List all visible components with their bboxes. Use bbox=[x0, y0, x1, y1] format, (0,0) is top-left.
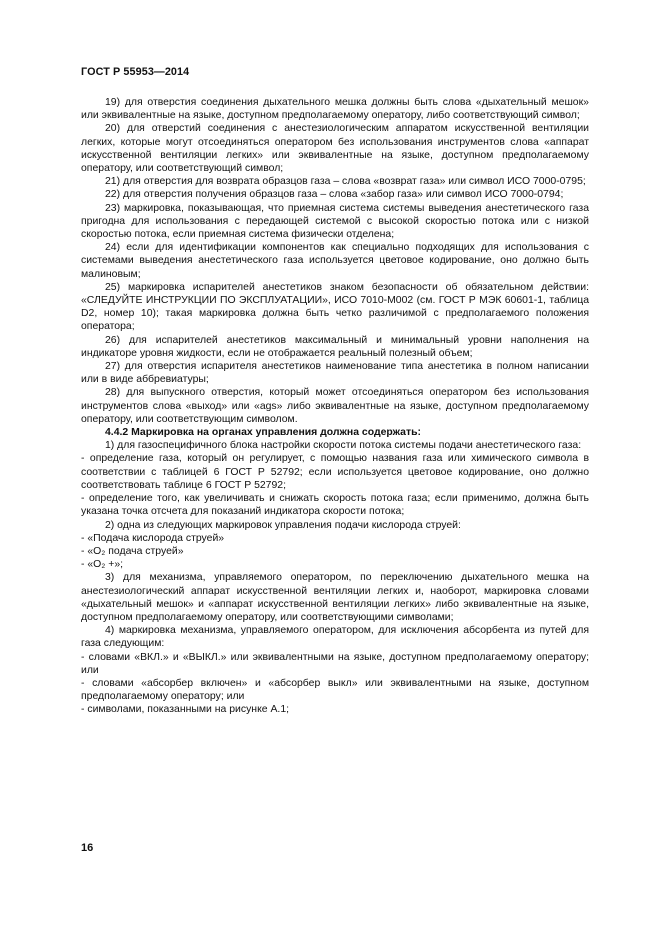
paragraph-item-23: 23) маркировка, показывающая, что приемная система системы выведения анестетического газа пригодна для использования с передающей системой с высокой скоростью потока или с низкой скоростью потока, если приемная система физически отделена; bbox=[81, 202, 589, 241]
page-number: 16 bbox=[81, 842, 94, 854]
paragraph-item-28: 28) для выпускного отверстия, который может отсоединяться оператором без использования инструментов слова «выход» или «ags» либо эквивалентные на языке, доступном предполагаемому оператору, или соответствующим символом. bbox=[81, 387, 589, 425]
bullet-gas-definition: - определение газа, который он регулирует, с помощью названия газа или химического символа в соответствии с таблицей 6 ГОСТ Р 52792; если используется цветовое кодирование, оно должно соответствовать таблице 6 ГОСТ Р 52792; bbox=[81, 453, 589, 491]
paragraph-item-22: 22) для отверстия получения образцов газа – слова «забор газа» или символ ИСО 7000-0794; bbox=[105, 189, 564, 201]
paragraph-item-26: 26) для испарителей анестетиков максимальный и минимальный уровни наполнения на индикаторе уровня жидкости, если не отображается реальный полезный объем; bbox=[81, 334, 589, 359]
bullet-oxygen-flush-2: - «O₂ подача струей» bbox=[81, 545, 184, 557]
bullet-flow-rate: - определение того, как увеличивать и снижать скорость потока газа; если применимо, должна быть указана точка отсчета для показаний индикатора скорости потока; bbox=[81, 493, 589, 518]
bullet-symbols: - символами, показанными на рисунке А.1; bbox=[81, 704, 290, 716]
paragraph-item-27: 27) для отверстия испарителя анестетиков наименование типа анестетика в полном написании или в виде аббревиатуры; bbox=[81, 361, 589, 386]
paragraph-item-24: 24) если для идентификации компонентов как специально подходящих для использования с системами выведения анестетического газа используется цветовое кодирование, оно должно быть малиновым; bbox=[81, 242, 589, 280]
control-item-2: 2) одна из следующих маркировок управления подачи кислорода струей: bbox=[105, 519, 461, 531]
bullet-oxygen-flush-3: - «O₂ +»; bbox=[81, 559, 124, 571]
control-item-1: 1) для газоспецифичного блока настройки скорости потока системы подачи анестетического газа: bbox=[105, 440, 582, 452]
control-item-4: 4) маркировка механизма, управляемого оператором, для исключения абсорбента из путей для газа следующим: bbox=[81, 625, 589, 650]
bullet-absorber: - словами «абсорбер включен» и «абсорбер выкл» или эквивалентными на языке, доступном предполагаемому оператору; или bbox=[81, 677, 589, 703]
paragraph-item-25: 25) маркировка испарителей анестетиков знаком безопасности об обязательном действии: «СЛЕДУЙТЕ ИНСТРУКЦИИ ПО ЭКСПЛУАТАЦИИ», ИСО 7010-M002 (см. ГОСТ Р МЭК 60601-1, таблица D2, номер 10); такая маркировка должна быть четко различимой с предполагаемого положения оператора; bbox=[81, 281, 589, 333]
paragraph-item-20: 20) для отверстий соединения с анестезиологическим аппаратом искусственной вентиляции легких, которые могут отсоединяться оператором без использования инструментов слова «аппарат искусственной вентиляции легких» или эквивалентные на языке, доступном предполагаемому оператору, или соответствующий символ; bbox=[81, 123, 589, 175]
control-item-3: 3) для механизма, управляемого оператором, по переключению дыхательного мешка на анестезиологический аппарат искусственной вентиляции легких и, наоборот, маркировка словами «дыхательный мешок» и «аппарат искусственной вентиляции легких» либо эквивалентные на языке, доступном предполагаемому оператору, или соответствующими символами; bbox=[81, 572, 589, 623]
document-body bbox=[81, 96, 589, 717]
bullet-oxygen-flush-1: - «Подача кислорода струей» bbox=[81, 532, 225, 544]
paragraph-item-19: 19) для отверстия соединения дыхательного мешка должны быть слова «дыхательный мешок» или эквивалентные на языке, доступном предполагаемому оператору, либо соответствующий символ; bbox=[81, 97, 589, 122]
section-heading: 4.4.2 Маркировка на органах управления должна содержать: bbox=[105, 427, 421, 439]
bullet-on-off: - словами «ВКЛ.» и «ВЫКЛ.» или эквивалентными на языке, доступном предполагаемому оператору; или bbox=[81, 651, 589, 676]
document-header: ГОСТ Р 55953—2014 bbox=[81, 66, 190, 78]
paragraph-item-21: 21) для отверстия для возврата образцов газа – слова «возврат газа» или символ ИСО 7000-0795; bbox=[105, 176, 586, 188]
